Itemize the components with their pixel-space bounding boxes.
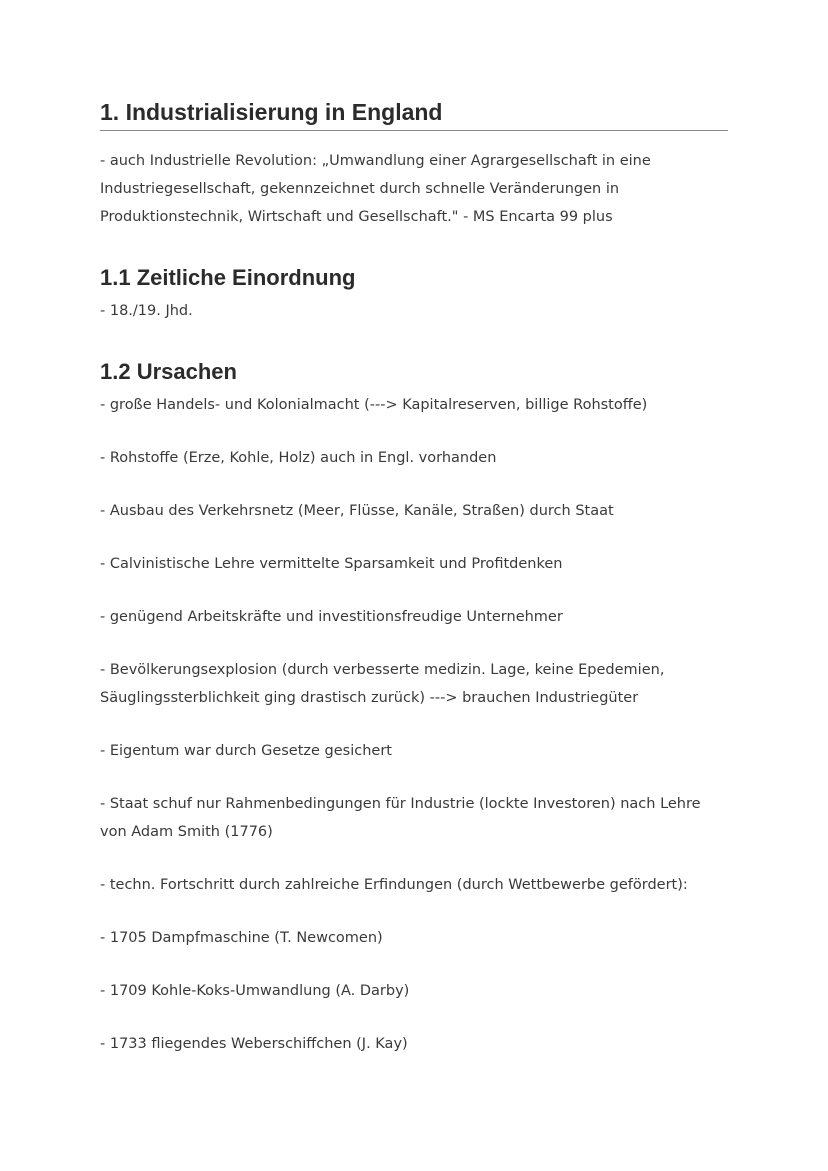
list-item: - Calvinistische Lehre vermittelte Sparsamkeit und Profitdenken (100, 556, 563, 572)
list-item: - 1733 fliegendes Weberschiffchen (J. Kay) (100, 1036, 408, 1052)
list-item: - Eigentum war durch Gesetze gesichert (100, 743, 392, 759)
section-heading-ursachen: 1.2 Ursachen (100, 359, 237, 384)
list-item: - Rohstoffe (Erze, Kohle, Holz) auch in Engl. vorhanden (100, 450, 497, 466)
document-page (100, 98, 728, 1058)
list-item: - 1709 Kohle-Koks-Umwandlung (A. Darby) (100, 983, 410, 999)
list-item: - Bevölkerungsexplosion (durch verbesserte medizin. Lage, keine Epedemien, Säuglingssterblichkeit ging drastisch zurück) ---> brauchen Industriegüter (100, 662, 665, 706)
zeitliche-einordnung-text: - 18./19. Jhd. (100, 303, 193, 319)
list-item: - Staat schuf nur Rahmenbedingungen für Industrie (lockte Investoren) nach Lehre von Adam Smith (1776) (100, 796, 701, 840)
section-heading-zeitliche-einordnung: 1.1 Zeitliche Einordnung (100, 265, 356, 290)
main-heading: 1. Industrialisierung in England (100, 98, 728, 131)
list-item: - Ausbau des Verkehrsnetz (Meer, Flüsse, Kanäle, Straßen) durch Staat (100, 503, 614, 519)
intro-paragraph: - auch Industrielle Revolution: „Umwandlung einer Agrargesellschaft in eine Industriegesellschaft, gekennzeichnet durch schnelle Veränderungen in Produktionstechnik, Wirtschaft und Gesellschaft." - MS Encarta 99 plus (100, 153, 651, 225)
list-item: - genügend Arbeitskräfte und investitionsfreudige Unternehmer (100, 609, 563, 625)
list-item: - techn. Fortschritt durch zahlreiche Erfindungen (durch Wettbewerbe gefördert): (100, 877, 688, 893)
list-item: - große Handels- und Kolonialmacht (---> Kapitalreserven, billige Rohstoffe) (100, 397, 648, 413)
list-item: - 1705 Dampfmaschine (T. Newcomen) (100, 930, 383, 946)
